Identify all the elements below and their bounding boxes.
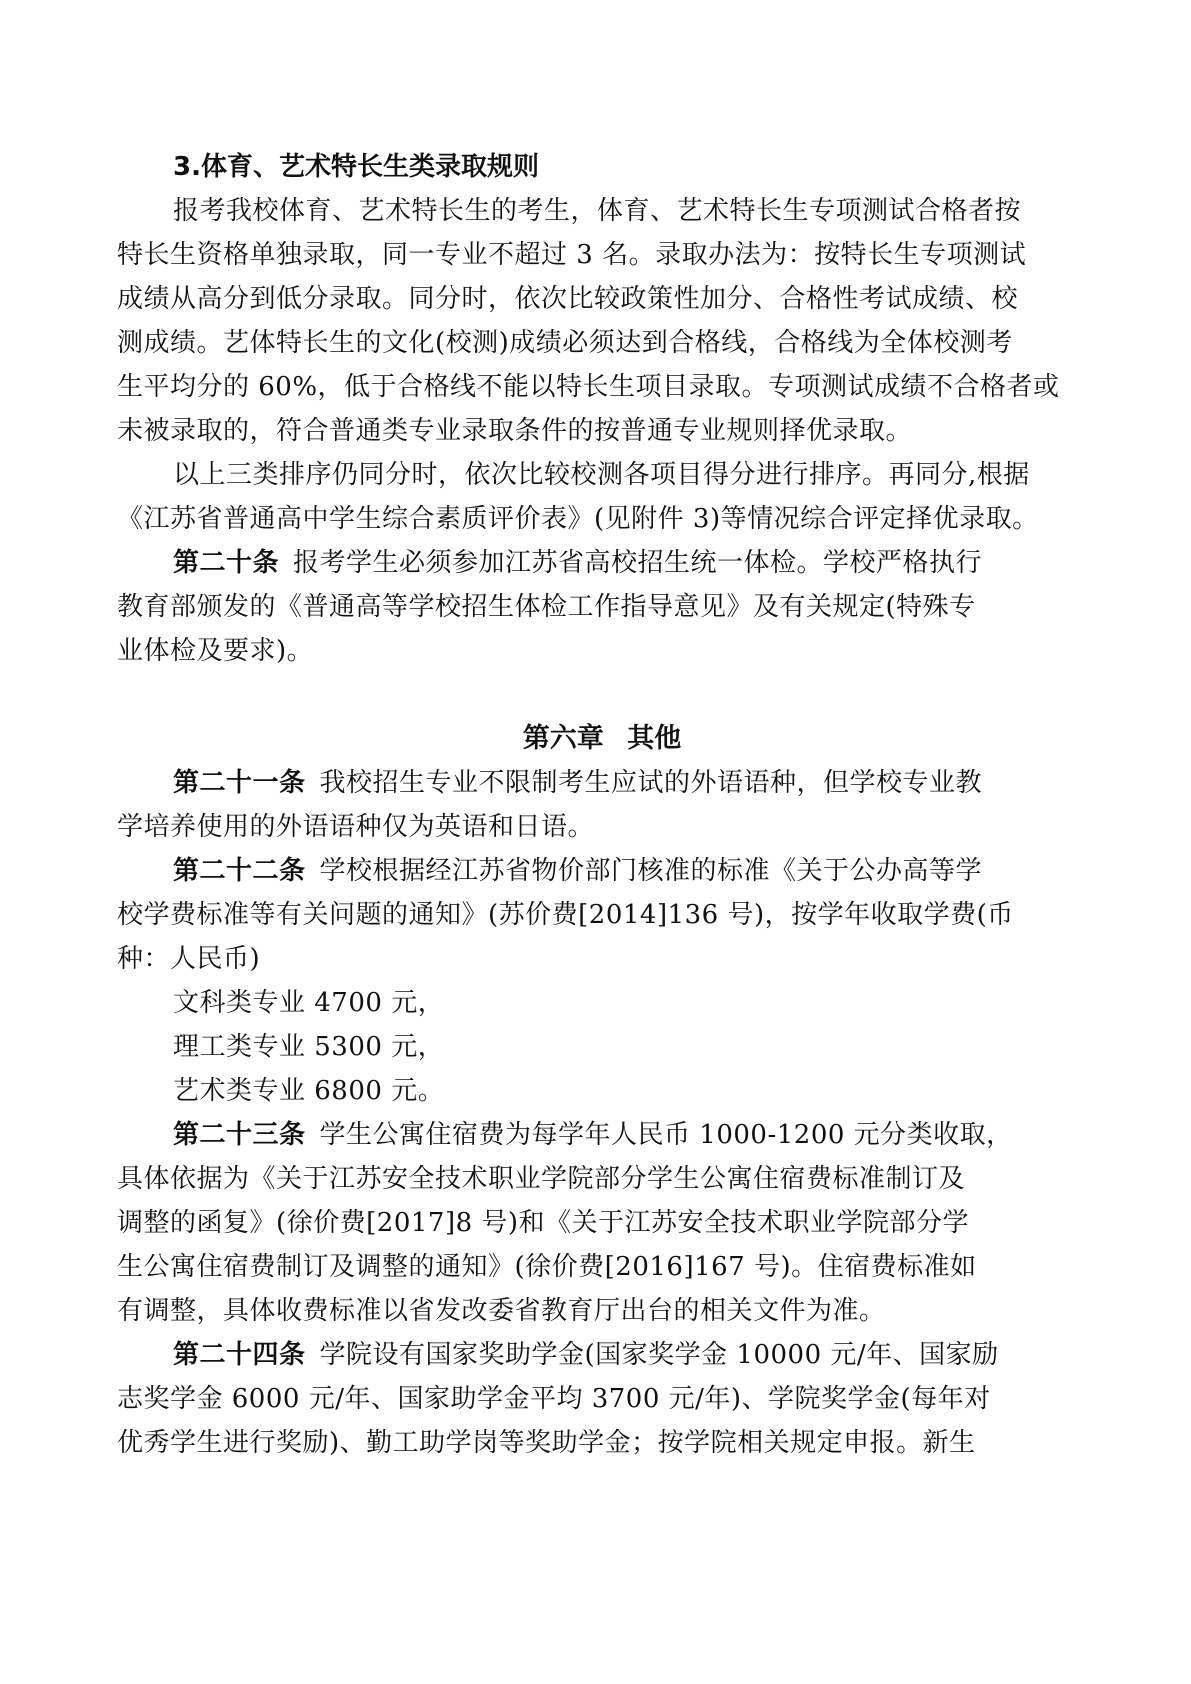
- tie-break-line-1: 以上三类排序仍同分时，依次比较校测各项目得分进行排序。再同分,根据: [173, 460, 1030, 490]
- article-23-line-4: 生公寓住宿费制订及调整的通知》(徐价费[2016]167 号)。住宿费标准如: [117, 1252, 977, 1282]
- section-3-heading: 3.体育、艺术特长生类录取规则: [173, 152, 539, 182]
- article-20-label: 第二十条: [173, 548, 280, 578]
- article-22-line-3: 种：人民币): [117, 944, 261, 974]
- article-23-line-2: 具体依据为《关于江苏安全技术职业学院部分学生公寓住宿费标准制订及: [117, 1164, 966, 1194]
- article-23-line-5: 有调整，具体收费标准以省发改委省教育厅出台的相关文件为准。: [117, 1296, 886, 1326]
- article-23-line-1: [117, 1113, 1087, 1157]
- article-24-text: 学院设有国家奖助学金(国家奖学金 10000 元/年、国家励: [319, 1340, 999, 1370]
- article-22-label: 第二十二条: [173, 856, 306, 886]
- fee-science-engineering: 理工类专业 5300 元，: [173, 1032, 445, 1062]
- article-23-label: 第二十三条: [173, 1120, 306, 1150]
- article-22-line-1: [117, 849, 1087, 893]
- section-3-line-3: 成绩从高分到低分录取。同分时，依次比较政策性加分、合格性考试成绩、校: [117, 284, 1019, 314]
- fee-liberal-arts: 文科类专业 4700 元，: [173, 988, 445, 1018]
- article-21-line-1: [117, 761, 1087, 805]
- document-page: [117, 145, 1087, 1465]
- article-24-line-1: [117, 1333, 1087, 1377]
- article-20-line-1: [117, 541, 1087, 585]
- article-22-line-2: 校学费标准等有关问题的通知》(苏价费[2014]136 号)，按学年收取学费(币: [117, 900, 1014, 930]
- section-3-line-5: 生平均分的 60%，低于合格线不能以特长生项目录取。专项测试成绩不合格者或: [117, 372, 1060, 402]
- section-3-line-2: 特长生资格单独录取，同一专业不超过 3 名。录取办法为：按特长生专项测试: [117, 240, 1027, 270]
- article-20-line-2: 教育部颁发的《普通高等学校招生体检工作指导意见》及有关规定(特殊专: [117, 592, 976, 622]
- article-20-line-3: 业体检及要求)。: [117, 636, 314, 666]
- article-20-text: 报考学生必须参加江苏省高校招生统一体检。学校严格执行: [293, 548, 983, 578]
- article-23-line-3: 调整的函复》(徐价费[2017]8 号)和《关于江苏安全技术职业学院部分学: [117, 1208, 970, 1238]
- article-21-text: 我校招生专业不限制考生应试的外语语种，但学校专业教: [319, 768, 983, 798]
- article-24-line-2: 志奖学金 6000 元/年、国家助学金平均 3700 元/年)、学院奖学金(每年对: [117, 1384, 991, 1414]
- article-24-line-3: 优秀学生进行奖励)、勤工助学岗等奖助学金；按学院相关规定申报。新生: [117, 1428, 976, 1458]
- article-24-label: 第二十四条: [173, 1340, 306, 1370]
- chapter-6-title: 第六章 其他: [522, 723, 682, 754]
- fee-arts: 艺术类专业 6800 元。: [173, 1076, 445, 1106]
- section-3-line-4: 测成绩。艺体特长生的文化(校测)成绩必须达到合格线，合格线为全体校测考: [117, 328, 1013, 358]
- section-3-line-6: 未被录取的，符合普通类专业录取条件的按普通专业规则择优录取。: [117, 416, 913, 446]
- tie-break-line-2: 《江苏省普通高中学生综合素质评价表》(见附件 3)等情况综合评定择优录取。: [117, 504, 1039, 534]
- article-22-text: 学校根据经江苏省物价部门核准的标准《关于公办高等学: [319, 856, 983, 886]
- article-23-text: 学生公寓住宿费为每学年人民币 1000-1200 元分类收取，: [319, 1120, 1013, 1150]
- article-21-line-2: 学培养使用的外语语种仅为英语和日语。: [117, 812, 595, 842]
- article-21-label: 第二十一条: [173, 768, 306, 798]
- section-3-line-1: 报考我校体育、艺术特长生的考生，体育、艺术特长生专项测试合格者按: [173, 196, 1022, 226]
